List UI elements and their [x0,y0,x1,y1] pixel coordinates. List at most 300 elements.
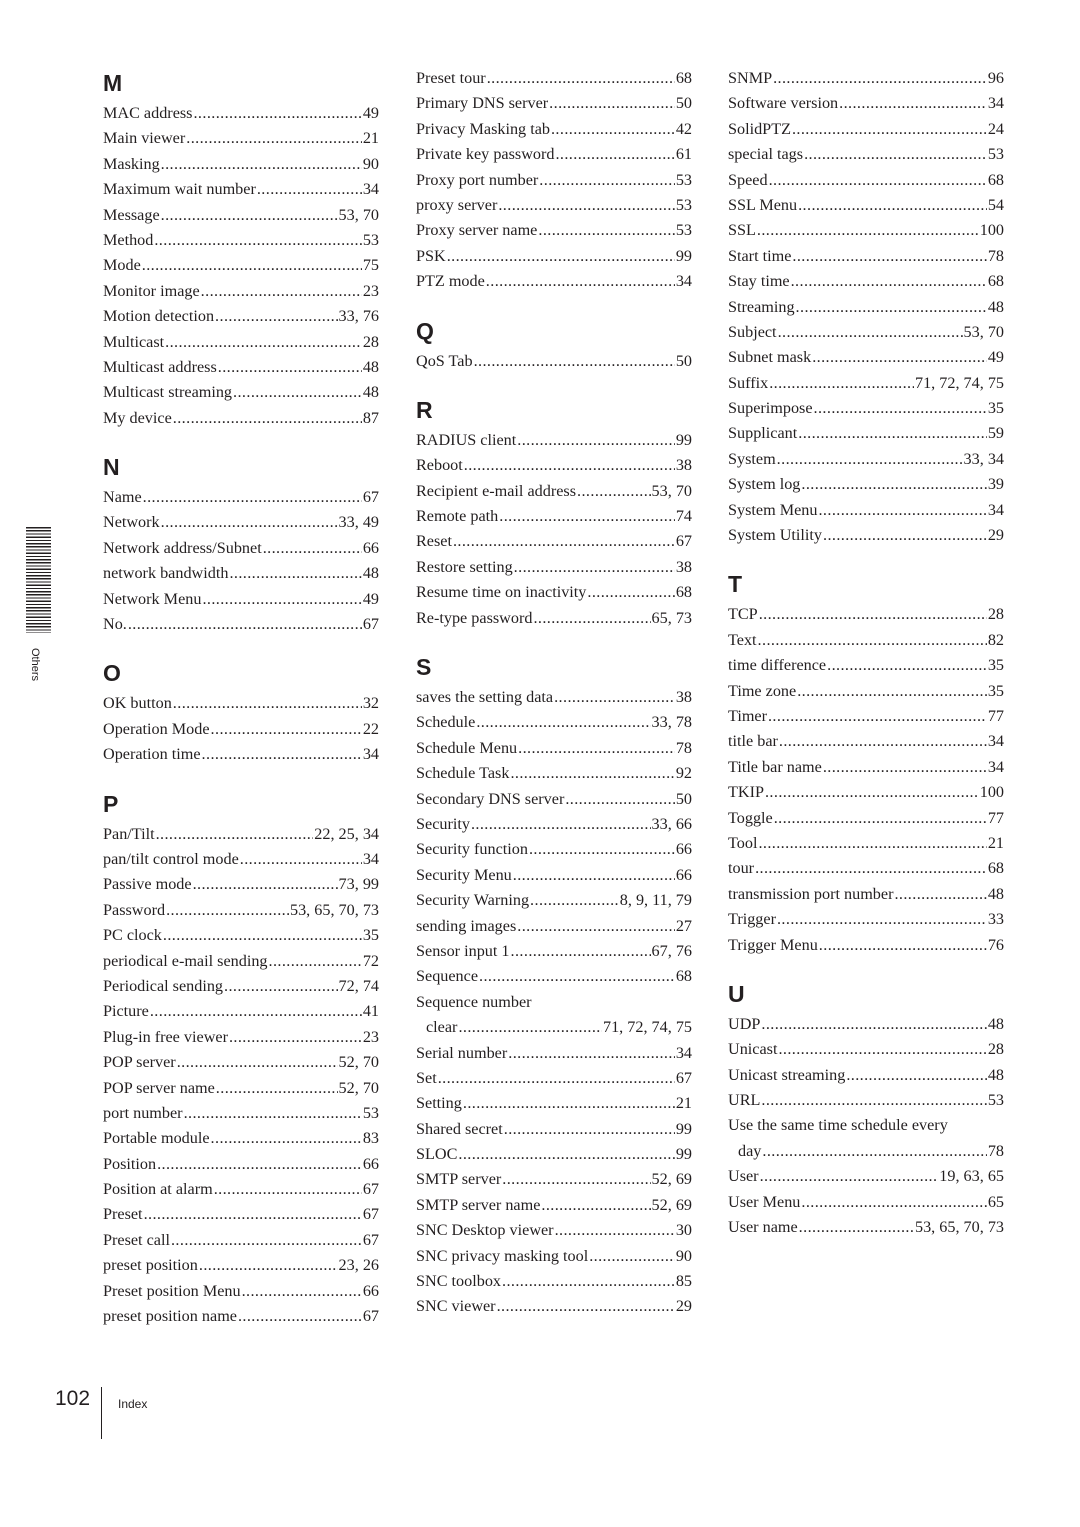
dot-leader [173,406,362,431]
index-entry [416,1015,692,1040]
dot-leader [777,907,987,932]
index-page-refs: 67 [675,532,692,551]
dot-leader [760,1164,939,1189]
index-entry [103,822,379,847]
index-page-refs: 28 [362,332,379,351]
index-entry [416,349,692,374]
dot-leader [471,812,651,837]
index-entry [103,1050,379,1075]
index-page-refs: 33, 66 [651,814,692,833]
index-term: Security Menu [416,865,512,884]
dot-leader [518,736,675,761]
index-term: Pan/Tilt [103,824,155,843]
index-entry [416,580,692,605]
index-term: Start time [728,246,792,265]
dot-leader [818,498,986,523]
dot-leader [229,561,361,586]
index-page-refs: 48 [987,884,1004,903]
index-page-refs: 53, 70 [651,481,692,500]
index-page-refs: 99 [675,1145,692,1164]
index-entry [103,1202,379,1227]
index-term: Proxy server name [416,221,538,240]
index-entry [728,472,1004,497]
index-page-refs: 53, 65, 70, 73 [914,1218,1004,1237]
index-page-refs: 52, 69 [651,1170,692,1189]
index-page-refs: 29 [987,526,1004,545]
dot-leader [589,1244,675,1269]
index-page-refs: 53, 65, 70, 73 [289,900,379,919]
index-term: User Menu [728,1192,801,1211]
index-term: Remote path [416,507,499,526]
index-term: Network address/Subnet [103,538,262,557]
index-page-refs: 22, 25, 34 [314,824,379,843]
index-page-refs: 65, 73 [651,608,692,627]
index-term: Suffix [728,373,769,392]
index-term: Schedule [416,713,476,732]
index-page-refs: 68 [987,272,1004,291]
index-page-refs: 75 [362,256,379,275]
index-entry [416,787,692,812]
dot-leader [508,1041,675,1066]
index-entry [416,117,692,142]
index-term: Stay time [728,272,790,291]
dot-leader [242,1279,362,1304]
index-entry [103,1076,379,1101]
index-entry [416,555,692,580]
index-entry [416,812,692,837]
index-page-refs: 85 [675,1272,692,1291]
index-term: Use the same time schedule every [728,1116,948,1135]
index-column-1 [103,66,379,1329]
index-term: SolidPTZ [728,119,791,138]
index-page-refs: 34 [987,732,1004,751]
dot-leader [554,685,675,710]
footer-divider [101,1387,102,1439]
index-page-refs: 23, 26 [338,1256,379,1275]
index-entry [103,999,379,1024]
index-entry [416,1244,692,1269]
index-term: special tags [728,145,804,164]
dot-leader [577,479,651,504]
dot-leader [499,504,675,529]
dot-leader [177,1050,338,1075]
dot-leader [193,872,338,897]
dot-leader [538,218,674,243]
index-page-refs: 67 [362,1180,379,1199]
index-letter-heading: M [103,70,123,96]
dot-leader [229,1025,362,1050]
index-term: Security function [416,840,528,859]
index-entry [728,1113,1004,1138]
index-page-refs: 35 [987,681,1004,700]
dot-leader [814,396,987,421]
index-entry [728,704,1004,729]
dot-leader [517,428,675,453]
dot-leader [144,1202,362,1227]
index-term: SNC viewer [416,1297,496,1316]
section-spacer [103,431,379,450]
index-page-refs: 50 [675,351,692,370]
index-entry [416,1193,692,1218]
index-page-refs: 78 [987,246,1004,265]
index-term: No. [103,615,127,634]
index-page-refs: 82 [987,630,1004,649]
dot-leader [453,529,675,554]
index-page-refs: 78 [987,1141,1004,1160]
index-entry [103,304,379,329]
index-entry [103,1177,379,1202]
dot-leader [539,168,675,193]
dot-leader [773,66,987,91]
index-term: Security [416,814,470,833]
dot-leader [530,888,619,913]
index-entry [728,421,1004,446]
index-entry [728,447,1004,472]
dot-leader [211,1126,362,1151]
index-entry [416,168,692,193]
index-entry [103,742,379,767]
index-term: Portable module [103,1129,210,1148]
index-page-refs: 33, 78 [651,713,692,732]
index-page-refs: 66 [675,865,692,884]
dot-leader [791,269,987,294]
index-term: System Utility [728,526,822,545]
dot-leader [555,142,674,167]
index-column-2 [416,66,692,1320]
index-entry [103,612,379,637]
index-term: Time zone [728,681,797,700]
index-term: Operation time [103,745,201,764]
index-term: Title bar name [728,757,822,776]
index-page-refs: 99 [675,1119,692,1138]
index-entry [728,498,1004,523]
index-page-refs: 53 [675,195,692,214]
dot-leader [269,949,362,974]
index-term: Timer [728,706,767,725]
dot-leader [238,1304,362,1329]
index-entry [103,1025,379,1050]
index-term: Name [103,488,142,507]
index-term: Serial number [416,1043,508,1062]
dot-leader [128,612,362,637]
index-term: Mode [103,256,141,275]
dot-leader [201,279,362,304]
index-letter-heading: T [728,571,743,598]
dot-leader [894,882,986,907]
index-entry [728,396,1004,421]
index-entry [416,606,692,631]
index-entry [728,91,1004,116]
index-page-refs: 50 [675,94,692,113]
index-page-refs: 67 [362,1307,379,1326]
index-term: title bar [728,732,778,751]
dot-leader [517,914,675,939]
index-page-refs: 48 [987,297,1004,316]
index-page-refs: 53, 70 [338,205,379,224]
index-term: User [728,1167,759,1186]
index-entry [728,1139,1004,1164]
index-entry [103,1304,379,1329]
dot-leader [792,244,986,269]
dot-leader [804,142,987,167]
index-term: Network Menu [103,589,202,608]
index-entry [416,736,692,761]
section-spacer [416,631,692,650]
index-term: Speed [728,170,768,189]
index-page-refs: 19, 63, 65 [939,1167,1004,1186]
dot-leader [479,964,675,989]
dot-leader [761,1012,986,1037]
section-spacer [728,958,1004,977]
index-term: Main viewer [103,129,186,148]
page-number: 102 [55,1387,91,1410]
index-page-refs: 87 [362,408,379,427]
index-term: Unicast [728,1040,778,1059]
index-term: proxy server [416,195,498,214]
index-entry [728,142,1004,167]
dot-leader [474,349,675,374]
index-entry [416,1167,692,1192]
index-page-refs: 42 [675,119,692,138]
index-page-refs: 48 [362,357,379,376]
index-term: Resume time on inactivity [416,583,587,602]
index-term: Preset [103,1205,143,1224]
index-entry [103,279,379,304]
side-tab-label: Others [29,648,41,682]
index-page-refs: 34 [362,745,379,764]
index-page-refs: 53 [362,230,379,249]
index-page-refs: 38 [675,557,692,576]
index-page-refs: 48 [987,1014,1004,1033]
index-term: Picture [103,1002,149,1021]
dot-leader [823,523,987,548]
index-term: PC clock [103,926,162,945]
index-entry [416,710,692,735]
index-page-refs: 21 [987,833,1004,852]
index-page-refs: 53 [987,1091,1004,1110]
index-term: SNMP [728,69,773,87]
dot-leader [186,126,362,151]
index-entry [103,923,379,948]
index-entry [416,269,692,294]
index-term: Proxy port number [416,170,539,189]
dot-leader [476,710,650,735]
index-entry [416,888,692,913]
index-entry [103,485,379,510]
index-term: Private key password [416,145,555,164]
index-page-refs: 21 [362,129,379,148]
index-term: SSL Menu [728,195,798,214]
dot-leader [798,193,987,218]
index-term: Network [103,513,160,532]
index-term: PTZ mode [416,272,485,291]
index-page-refs: 23 [362,1027,379,1046]
dot-leader [769,168,987,193]
index-entry [416,1117,692,1142]
index-entry [728,780,1004,805]
index-term: sending images [416,916,517,935]
index-page-refs: 34 [362,180,379,199]
index-entry [416,428,692,453]
index-entry [103,355,379,380]
index-page-refs: 92 [675,764,692,783]
index-term: Preset call [103,1230,170,1249]
index-term: preset position name [103,1307,237,1326]
index-term: Secondary DNS server [416,789,565,808]
index-page-refs: 77 [987,706,1004,725]
index-term: SLOC [416,1145,458,1164]
dot-leader [768,704,987,729]
index-term: Sequence [416,967,479,986]
index-term: Streaming [728,297,795,316]
index-entry [103,1101,379,1126]
index-term: Maximum wait number [103,180,256,199]
dot-leader [165,330,362,355]
index-letter-heading: R [416,396,433,423]
index-page-refs: 35 [362,926,379,945]
index-entry [103,587,379,612]
index-entry [416,453,692,478]
index-page-refs: 21 [675,1094,692,1113]
index-entry [728,1063,1004,1088]
index-entry [728,117,1004,142]
index-entry [728,1164,1004,1189]
index-term: saves the setting data [416,688,554,707]
index-page-refs: 71, 72, 74, 75 [914,373,1004,392]
index-letter-heading: P [103,790,119,817]
dot-leader [839,91,987,116]
dot-leader [184,1101,362,1126]
index-letter-heading: O [103,660,121,687]
index-entry [728,653,1004,678]
index-entry [416,91,692,116]
index-page-refs: 77 [987,808,1004,827]
index-term: Setting [416,1094,462,1113]
index-entry [416,837,692,862]
section-spacer [103,637,379,656]
index-entry [728,831,1004,856]
index-entry [103,380,379,405]
index-term: Unicast streaming [728,1065,846,1084]
dot-leader [497,1294,675,1319]
index-page-refs: 49 [362,589,379,608]
dot-leader [233,380,362,405]
index-term: Privacy Masking tab [416,119,550,138]
index-term: clear [426,1018,458,1037]
index-term: preset position [103,1256,198,1275]
index-letter-heading: N [103,454,120,481]
dot-leader [587,580,674,605]
index-entry [416,504,692,529]
index-term: Recipient e-mail address [416,481,577,500]
index-page-refs: 32 [362,694,379,713]
dot-leader [792,117,987,142]
index-page-refs: 67 [675,1068,692,1087]
dot-leader [161,510,338,535]
index-term: SNC toolbox [416,1272,502,1291]
dot-leader [529,837,675,862]
section-spacer [416,374,692,393]
index-term: Multicast address [103,357,217,376]
index-term: Password [103,900,166,919]
index-page-refs: 27 [675,916,692,935]
index-page-refs: 33 [987,910,1004,929]
dot-leader [799,1215,914,1240]
dot-leader [502,1269,675,1294]
index-page-refs: 71, 72, 74, 75 [602,1018,692,1037]
index-term: Set [416,1068,437,1087]
dot-leader [458,1015,602,1040]
index-page-refs: 53, 70 [963,322,1004,341]
index-entry [728,244,1004,269]
dot-leader [487,66,675,91]
index-page-refs: 66 [675,840,692,859]
index-page-refs: 52, 69 [651,1195,692,1214]
dot-leader [801,1190,986,1215]
index-page-refs: 34 [675,272,692,291]
index-page-refs: 34 [987,500,1004,519]
index-entry [416,863,692,888]
index-term: time difference [728,656,827,675]
dot-leader [193,101,361,126]
index-entry [416,914,692,939]
index-entry [728,856,1004,881]
index-entry [416,218,692,243]
index-page-refs: 74 [675,507,692,526]
index-page-refs: 61 [675,145,692,164]
dot-leader [224,974,338,999]
index-page-refs: 67 [362,615,379,634]
index-term: Trigger [728,910,776,929]
index-entry [728,345,1004,370]
index-page-refs: 28 [987,1040,1004,1059]
dot-leader [769,371,914,396]
dot-leader [199,1253,338,1278]
index-page-refs: 53 [675,170,692,189]
index-page-refs: 48 [362,383,379,402]
index-entry [728,1190,1004,1215]
index-page-refs: 34 [987,757,1004,776]
index-page-refs: 29 [675,1297,692,1316]
dot-leader [150,999,362,1024]
index-page-refs: 68 [675,967,692,986]
index-term: URL [728,1091,761,1110]
index-term: Shared secret [416,1119,503,1138]
index-page-refs: 39 [987,475,1004,494]
index-term: port number [103,1103,183,1122]
index-entry [728,218,1004,243]
index-entry [728,523,1004,548]
index-term: Software version [728,94,839,113]
dot-leader [801,472,986,497]
index-term: Subnet mask [728,348,812,367]
index-term: Operation Mode [103,719,210,738]
index-entry [103,406,379,431]
dot-leader [541,1193,650,1218]
index-entry [103,974,379,999]
index-entry [416,529,692,554]
index-entry [103,1228,379,1253]
index-entry [416,1091,692,1116]
index-entry [103,177,379,202]
index-entry [416,964,692,989]
index-term: Plug-in free viewer [103,1027,228,1046]
index-page-refs: 78 [675,738,692,757]
dot-leader [154,228,361,253]
index-entry [416,1041,692,1066]
index-entry [416,66,692,91]
index-term: RADIUS client [416,430,517,449]
